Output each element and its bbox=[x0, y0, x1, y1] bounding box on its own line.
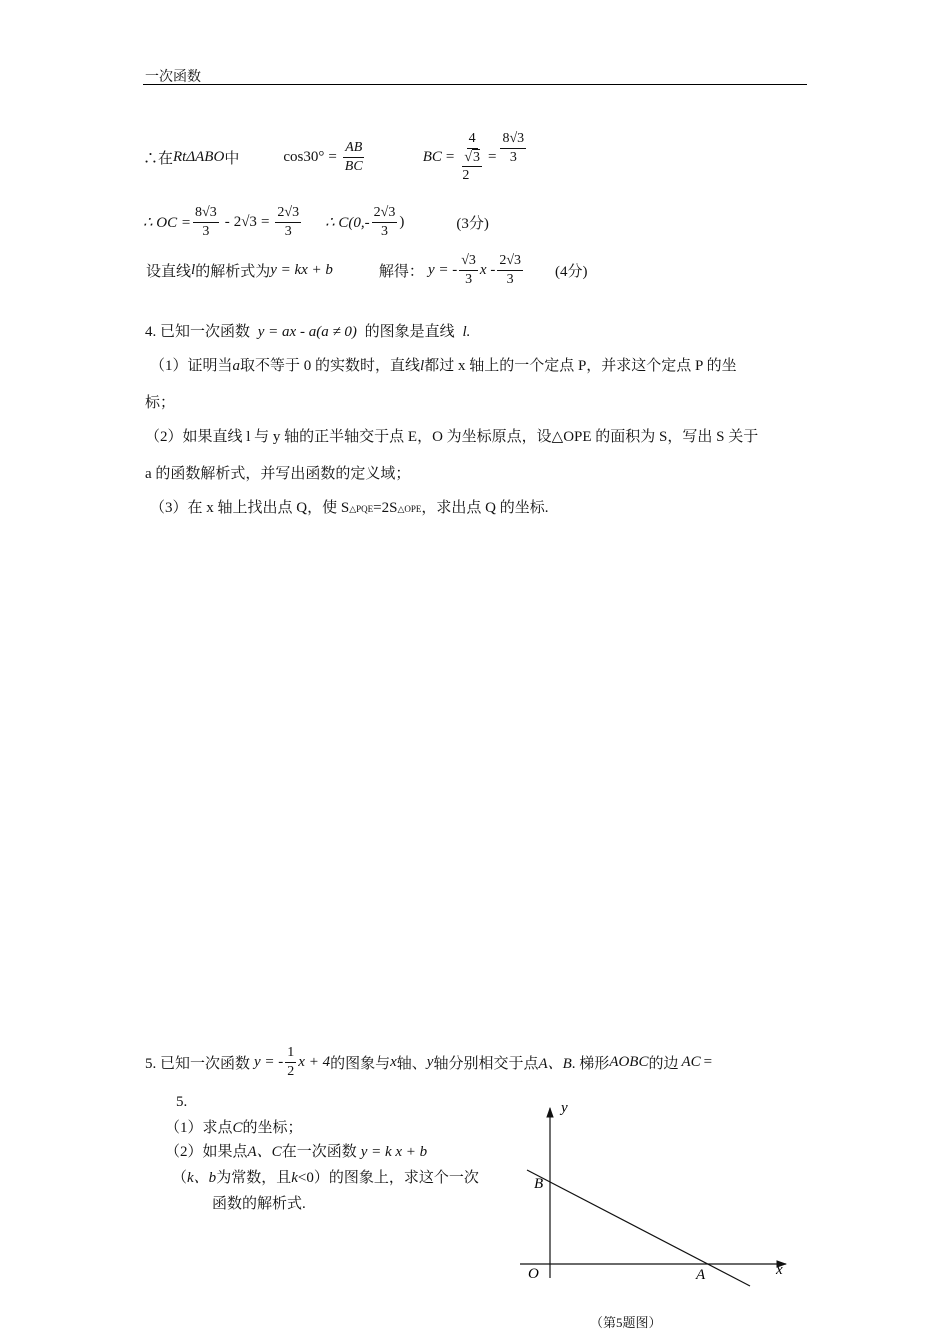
x-minus: x - bbox=[479, 261, 496, 278]
q4-part-1-cont: 标； bbox=[145, 395, 176, 411]
header-rule bbox=[143, 84, 807, 85]
q4-part-2-cont: a 的函数解析式，并写出函数的定义域； bbox=[145, 466, 411, 482]
q5-y-eq: y = - bbox=[254, 1053, 284, 1070]
fraction-numerator: 2√3 bbox=[497, 252, 523, 271]
fraction-numerator: 4 bbox=[467, 130, 478, 149]
q4-stem bbox=[145, 320, 470, 341]
q5-p2-formula: y = k x + b bbox=[360, 1144, 428, 1160]
equals-sign: = bbox=[328, 148, 337, 165]
fraction-numerator: 8√3 bbox=[500, 130, 526, 149]
fraction-denominator: 3 bbox=[465, 271, 473, 287]
score-3: (3分) bbox=[456, 215, 489, 232]
q5-stem-c: 轴、 bbox=[396, 1055, 427, 1072]
q5-p2-points: A、C bbox=[247, 1144, 282, 1160]
line-l-var: l bbox=[191, 261, 196, 278]
compound-fraction bbox=[460, 130, 484, 185]
q4-p3-sub-ope: △OPE bbox=[397, 504, 422, 514]
bc-lhs: BC bbox=[422, 148, 442, 165]
fraction-numerator: 8√3 bbox=[193, 204, 219, 223]
q4-p3-sub-pqe: △PQE bbox=[349, 504, 374, 514]
q5-x-plus: x + 4 bbox=[298, 1053, 331, 1070]
q4-p1-text-c: 都过 x 轴上的一个定点 P，并求这个定点 P 的坐 bbox=[424, 358, 737, 374]
y-equals: y = - bbox=[427, 261, 458, 278]
q4-p3-text-b: =2S bbox=[373, 500, 398, 516]
oc-lhs: ∴ OC = bbox=[143, 214, 192, 231]
label-origin: O bbox=[528, 1266, 539, 1282]
q5-part-2 bbox=[165, 1140, 427, 1161]
fraction-denominator: BC bbox=[344, 158, 363, 174]
solution-line-3 bbox=[146, 252, 588, 288]
fraction-denominator: √3 2 bbox=[462, 149, 481, 183]
fraction-2 bbox=[275, 204, 301, 240]
q4-part-3 bbox=[150, 496, 548, 517]
label-b: B bbox=[534, 1176, 544, 1192]
result-fraction bbox=[500, 130, 526, 166]
q5-stem-g: = bbox=[703, 1053, 713, 1070]
q5-p3-text-a: （ bbox=[172, 1170, 188, 1186]
line3-text-pre: 设直线 bbox=[146, 263, 192, 280]
solution-line-1 bbox=[143, 130, 528, 185]
q5-p3-text-c: <0）的图象上，求这个一次 bbox=[297, 1170, 479, 1186]
line3-text-mid: 的解析式为 bbox=[195, 263, 271, 280]
equals-sign: = bbox=[488, 148, 497, 165]
q4-part-1 bbox=[150, 354, 737, 375]
q5-p3-vars: k、b bbox=[187, 1170, 217, 1186]
fraction-1 bbox=[193, 204, 219, 240]
denominator-two: 2 bbox=[462, 168, 470, 183]
q5-stem bbox=[145, 1044, 712, 1080]
q5-y-var: y bbox=[426, 1053, 434, 1070]
q4-formula: y = ax - a(a ≠ 0) bbox=[257, 324, 357, 340]
function-line bbox=[527, 1170, 750, 1286]
sqrt-radicand: 3 bbox=[473, 149, 481, 165]
fraction-denominator: 3 bbox=[202, 223, 210, 239]
fraction-numerator: 1 bbox=[285, 1044, 296, 1063]
solution-line-2 bbox=[143, 204, 489, 240]
q5-stem-e: . 梯形 bbox=[571, 1055, 610, 1072]
fraction-denominator: 3 bbox=[380, 223, 388, 239]
score-4: (4分) bbox=[555, 263, 588, 280]
equals-sign: = bbox=[445, 148, 455, 165]
minus-sign: - bbox=[224, 213, 230, 230]
q5-trapezoid: AOBC bbox=[609, 1053, 649, 1070]
q4-p1-text-a: （1）证明当 bbox=[150, 358, 233, 374]
q4-p1-var-l: l bbox=[420, 358, 425, 374]
q5-points-ab: A、B bbox=[538, 1055, 572, 1072]
q5-p2-text-b: 在一次函数 bbox=[281, 1144, 357, 1160]
label-y: y bbox=[561, 1100, 568, 1116]
solve-label: 解得： bbox=[378, 263, 424, 280]
q4-p1-text-b: 取不等于 0 的实数时，直线 bbox=[240, 358, 421, 374]
q4-stem-text: 4. 已知一次函数 bbox=[145, 324, 251, 340]
point-c-fraction bbox=[372, 204, 398, 240]
fraction-denominator: 2 bbox=[287, 1063, 295, 1079]
q5-stem-cont: 5. bbox=[176, 1094, 188, 1110]
q5-x-var: x bbox=[390, 1053, 397, 1070]
q5-part-1 bbox=[165, 1116, 303, 1137]
q5-p1-var-c: C bbox=[232, 1120, 243, 1136]
q5-figure bbox=[510, 1090, 810, 1290]
q5-stem-a: 5. 已知一次函数 bbox=[145, 1055, 251, 1072]
triangle-label: RtΔABO bbox=[173, 148, 225, 165]
q4-p1-var-a: a bbox=[232, 358, 241, 374]
equals-sign: = bbox=[260, 213, 270, 230]
q5-stem-f: 的边 bbox=[648, 1055, 679, 1072]
fraction-denominator: 3 bbox=[284, 223, 292, 239]
fraction-denominator: 3 bbox=[509, 149, 517, 165]
q4-part-2: （2）如果直线 l 与 y 轴的正半轴交于点 E，O 为坐标原点，设△OPE 的面积为 S，写出 S 关于 bbox=[145, 429, 759, 445]
fraction-denominator: 3 bbox=[506, 271, 514, 287]
fraction-ab-bc bbox=[343, 139, 365, 175]
therefore-text: ∴在 bbox=[143, 150, 174, 167]
q4-line-l: l. bbox=[462, 324, 471, 340]
q5-p3-var-k: k bbox=[291, 1170, 298, 1186]
q5-p3-text-b: 为常数，且 bbox=[216, 1170, 292, 1186]
fraction-2sqrt3-3 bbox=[497, 252, 523, 288]
fraction-sqrt3-3 bbox=[459, 252, 478, 288]
q4-p3-text-c: ，求出点 Q 的坐标. bbox=[421, 500, 549, 516]
cos-lhs: cos30° bbox=[283, 148, 325, 165]
q5-p2-text-a: （2）如果点 bbox=[165, 1144, 248, 1160]
line3-formula: y = kx + b bbox=[270, 261, 333, 278]
q4-stem-end: 的图象是直线 bbox=[364, 324, 455, 340]
page-header: 一次函数 bbox=[145, 70, 201, 85]
figure-caption: （第5题图） bbox=[590, 1315, 662, 1330]
point-c-prefix: ∴ C(0,- bbox=[325, 214, 370, 231]
q5-p1-text-b: 的坐标； bbox=[242, 1120, 303, 1136]
q5-edge-ac: AC bbox=[681, 1053, 701, 1070]
label-a: A bbox=[696, 1267, 706, 1283]
point-c-close: ) bbox=[399, 213, 405, 230]
zhong-text: 中 bbox=[224, 150, 240, 167]
q5-fraction-half bbox=[285, 1044, 296, 1080]
fraction-numerator: 2√3 bbox=[275, 204, 301, 223]
fraction-numerator: AB bbox=[343, 139, 364, 158]
q4-p3-text-a: （3）在 x 轴上找出点 Q，使 S bbox=[150, 500, 350, 516]
q5-part-2-cont bbox=[172, 1166, 479, 1187]
q5-part-2-end: 函数的解析式. bbox=[212, 1196, 306, 1212]
label-x: x bbox=[776, 1262, 783, 1278]
term-2sqrt3: 2√3 bbox=[233, 213, 257, 230]
q5-stem-d: 轴分别相交于点 bbox=[433, 1055, 539, 1072]
q5-stem-b: 的图象与 bbox=[330, 1055, 391, 1072]
fraction-numerator: √3 bbox=[459, 252, 478, 271]
q5-p1-text-a: （1）求点 bbox=[165, 1120, 233, 1136]
fraction-numerator: 2√3 bbox=[372, 204, 398, 223]
